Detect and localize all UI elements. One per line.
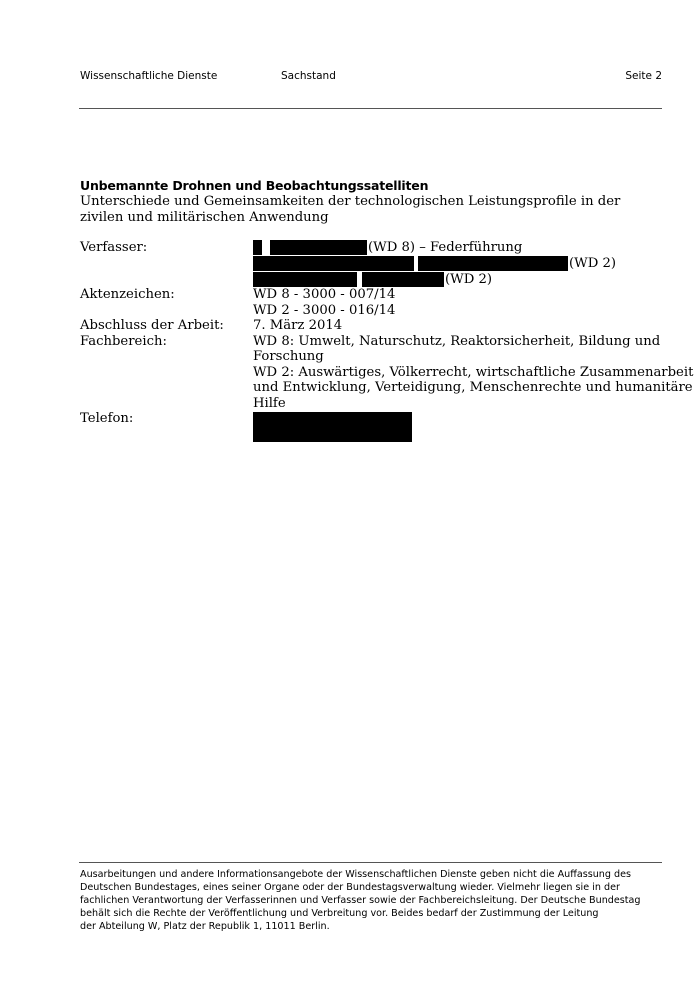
footer-divider xyxy=(79,862,662,863)
header-divider xyxy=(79,108,662,109)
telefon-label: Telefon: xyxy=(80,411,134,426)
redacted-name xyxy=(418,256,568,271)
redacted-phone xyxy=(253,412,412,442)
aktenzeichen-wd2: WD 2 - 3000 - 016/14 xyxy=(253,303,396,318)
abschluss-date: 7. März 2014 xyxy=(253,318,343,333)
verfasser-label: Verfasser: xyxy=(80,240,148,255)
aktenzeichen-wd8: WD 8 - 3000 - 007/14 xyxy=(253,287,396,302)
verfasser-role-1: (WD 8) – Federführung xyxy=(368,240,523,255)
footer-line: Ausarbeitungen und andere Informationsangebote der Wissenschaftlichen Dienste geben nicht die Auffassung des xyxy=(80,869,631,880)
header-page-number: Seite 2 xyxy=(625,70,662,82)
fachbereich-wd2-line: und Entwicklung, Verteidigung, Menschenrechte und humanitäre xyxy=(253,380,693,395)
abschluss-label: Abschluss der Arbeit: xyxy=(80,318,224,333)
document-subtitle: Unterschiede und Gemeinsamkeiten der technologischen Leistungsprofile in der zivilen und militärischen Anwendung xyxy=(80,194,621,225)
fachbereich-label: Fachbereich: xyxy=(80,334,167,349)
footer-line: der Abteilung W, Platz der Republik 1, 11011 Berlin. xyxy=(80,921,330,932)
footer-line: behält sich die Rechte der Veröffentlichung und Verbreitung vor. Beides bedarf der Zustimmung der Leitung xyxy=(80,908,599,919)
redacted-name xyxy=(362,272,444,287)
aktenzeichen-label: Aktenzeichen: xyxy=(80,287,175,302)
footer-line: Deutschen Bundestages, eines seiner Organe oder der Bundestagsverwaltung wieder. Vielmehr liegen sie in der xyxy=(80,882,620,893)
redacted-name xyxy=(253,240,262,255)
fachbereich-wd8-line: Forschung xyxy=(253,349,324,364)
footer-disclaimer xyxy=(80,868,660,933)
fachbereich-wd2-line: WD 2: Auswärtiges, Völkerrecht, wirtschaftliche Zusammenarbeit xyxy=(253,365,694,380)
verfasser-role-3: (WD 2) xyxy=(445,272,492,287)
fachbereich-wd8-line: WD 8: Umwelt, Naturschutz, Reaktorsicherheit, Bildung und xyxy=(253,334,661,349)
fachbereich-wd2-line: Hilfe xyxy=(253,396,286,411)
footer-line: fachlichen Verantwortung der Verfasserinnen und Verfasser sowie der Fachbereichsleitung. Der Deutsche Bundestag xyxy=(80,895,641,906)
redacted-name xyxy=(253,272,357,287)
header-org: Wissenschaftliche Dienste xyxy=(80,70,218,82)
redacted-name xyxy=(270,240,367,255)
verfasser-role-2: (WD 2) xyxy=(569,256,616,271)
header-doc-type: Sachstand xyxy=(281,70,336,82)
document-title: Unbemannte Drohnen und Beobachtungssatelliten xyxy=(80,178,429,193)
redacted-name xyxy=(253,256,414,271)
